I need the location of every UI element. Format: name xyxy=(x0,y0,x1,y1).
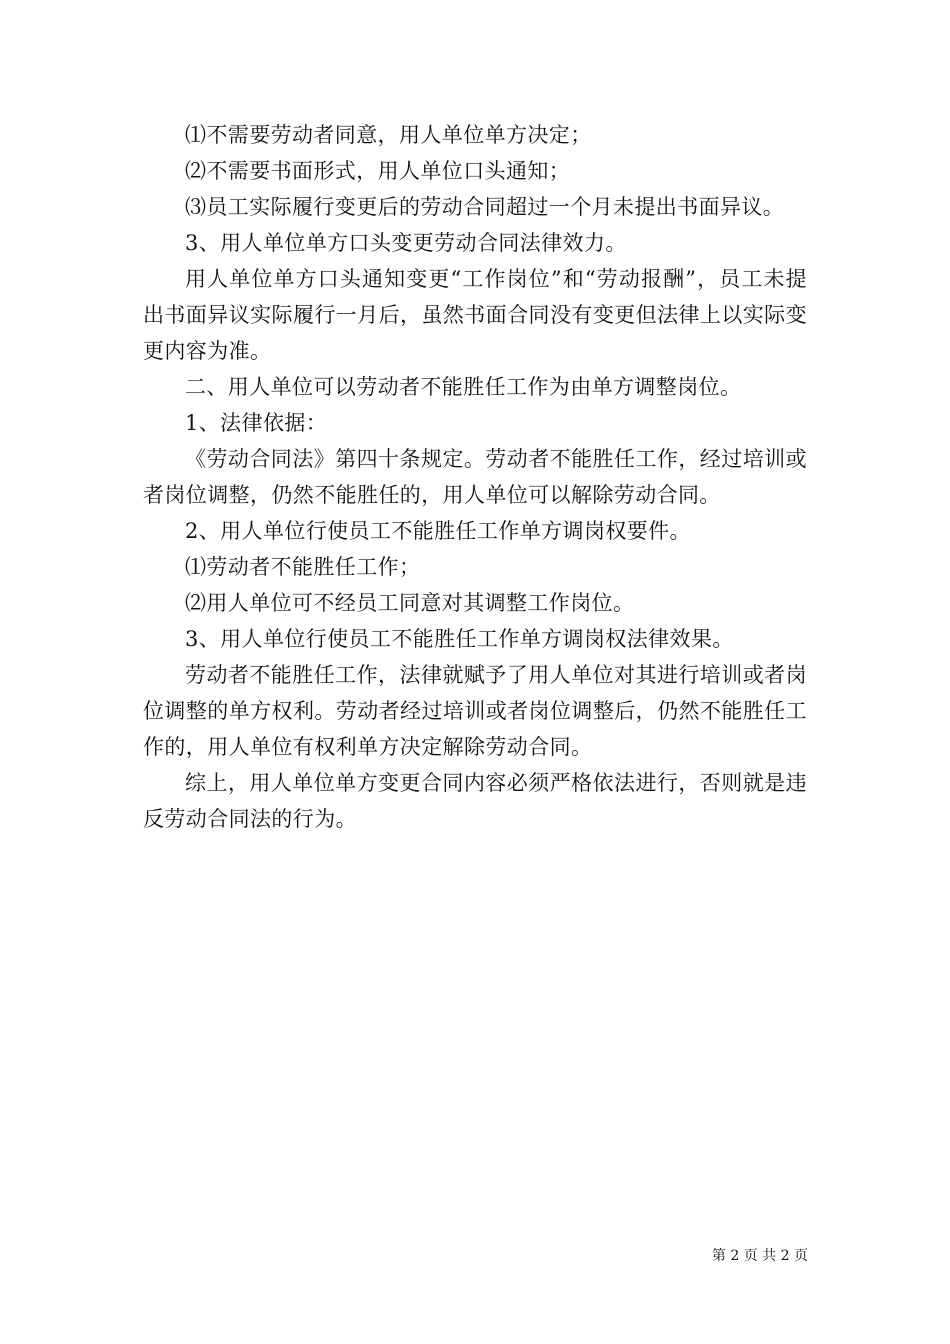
section-heading: 二、用人单位可以劳动者不能胜任工作为由单方调整岗位。 xyxy=(185,375,742,399)
paragraph: 1、法律依据： xyxy=(185,411,328,435)
paragraph: 用人单位单方口头通知变更“工作岗位”和“劳动报酬”，员工未提出书面异议实际履行一月后，虽然书面合同没有变更但法律上以实际变更内容为准。 xyxy=(143,267,807,363)
paragraph: ⑴劳动者不能胜任工作； xyxy=(185,555,421,579)
paragraph: ⑴不需要劳动者同意，用人单位单方决定； xyxy=(185,123,592,147)
paragraph: ⑵用人单位可不经员工同意对其调整工作岗位。 xyxy=(185,591,635,615)
paragraph: 3、用人单位行使员工不能胜任工作单方调岗权法律效果。 xyxy=(185,627,734,651)
document-body xyxy=(143,117,807,837)
paragraph: 《劳动合同法》第四十条规定。劳动者不能胜任工作，经过培训或者岗位调整，仍然不能胜任的，用人单位可以解除劳动合同。 xyxy=(143,447,807,507)
paragraph: 2、用人单位行使员工不能胜任工作单方调岗权要件。 xyxy=(185,519,691,543)
page-number: 第 2 页 共 2 页 xyxy=(711,1248,808,1264)
paragraph: ⑵不需要书面形式，用人单位口头通知； xyxy=(185,159,571,183)
paragraph: 3、用人单位单方口头变更劳动合同法律效力。 xyxy=(185,231,627,255)
paragraph: ⑶员工实际履行变更后的劳动合同超过一个月未提出书面异议。 xyxy=(185,195,785,219)
paragraph: 综上，用人单位单方变更合同内容必须严格依法进行，否则就是违反劳动合同法的行为。 xyxy=(143,771,807,831)
paragraph: 劳动者不能胜任工作，法律就赋予了用人单位对其进行培训或者岗位调整的单方权利。劳动者经过培训或者岗位调整后，仍然不能胜任工作的，用人单位有权利单方决定解除劳动合同。 xyxy=(143,663,807,759)
